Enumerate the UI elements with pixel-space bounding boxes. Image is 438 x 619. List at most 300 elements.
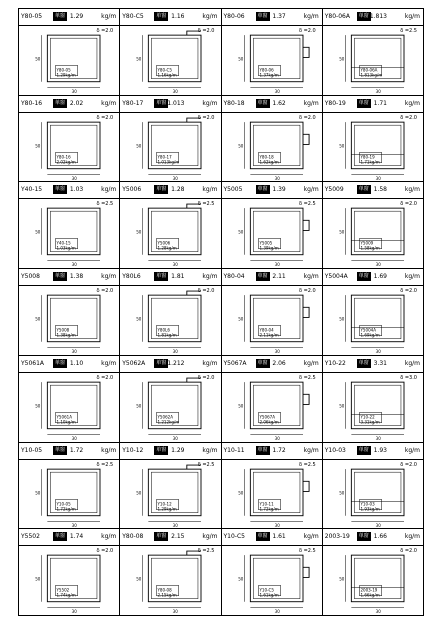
wall-thickness: δ =2.5: [96, 461, 114, 468]
profile-drawing: [143, 465, 202, 522]
profile-drawing: [345, 295, 404, 348]
profile-weight-unit: kg/m: [202, 359, 218, 367]
profile-weight-unit: kg/m: [202, 186, 218, 194]
profile-weight-unit: kg/m: [404, 13, 420, 20]
width-dimension: 30: [172, 609, 179, 615]
profile-header: [323, 443, 423, 460]
section-code-label: Y5004A: [360, 327, 376, 333]
profile-type-tag: 单窗: [358, 446, 369, 453]
profile-drawing: [41, 469, 100, 522]
profile-cross-section: [323, 459, 424, 530]
profile-weight: 1.013: [167, 99, 185, 107]
wall-thickness: δ =2.5: [197, 548, 215, 555]
profile-header: [323, 182, 423, 199]
height-dimension: 50: [35, 229, 41, 235]
profile-drawing: [41, 122, 100, 175]
width-dimension: 30: [274, 435, 280, 441]
profile-cross-section: [19, 285, 120, 356]
profile-header: [120, 9, 220, 26]
section-code-label: Y10-03: [360, 501, 375, 507]
profile-catalog-sheet: [18, 8, 423, 615]
profile-header: [120, 96, 220, 113]
profile-cross-section: [120, 459, 221, 530]
wall-thickness: δ =3.0: [400, 374, 417, 381]
profile-drawing: [345, 555, 404, 608]
section-weight-label: 1.16kg/m: [157, 72, 177, 78]
section-weight-label: 2.06kg/m: [258, 419, 279, 425]
profile-card: [119, 8, 221, 96]
profile-weight: 1.66: [373, 533, 387, 541]
profile-card: [119, 268, 221, 356]
width-dimension: 30: [375, 262, 381, 268]
profile-weight-unit: kg/m: [404, 99, 420, 107]
profile-type-tag: 单窗: [55, 13, 66, 19]
profile-weight: 1.38: [69, 273, 84, 281]
profile-card: [221, 268, 323, 356]
profile-drawing: [345, 469, 404, 522]
profile-cross-section: [222, 545, 323, 616]
profile-card: [18, 268, 120, 356]
profile-card: [221, 355, 323, 443]
width-dimension: 30: [71, 435, 77, 441]
wall-thickness: δ =2.0: [96, 28, 114, 34]
section-code-label: 2003-19: [360, 587, 378, 593]
profile-code: Y5005: [223, 186, 243, 194]
section-code-label: Y10-05: [56, 501, 71, 507]
profile-header: [19, 96, 119, 113]
profile-weight-unit: kg/m: [202, 533, 218, 541]
profile-drawing: [345, 209, 404, 262]
section-code-label: Y40-15: [56, 241, 71, 247]
profile-weight-unit: kg/m: [404, 533, 420, 541]
height-dimension: 50: [237, 490, 243, 496]
profile-type-tag: 单窗: [358, 186, 369, 193]
profile-drawing: [345, 382, 404, 435]
height-dimension: 50: [338, 403, 345, 409]
section-weight-label: 2.11kg/m: [258, 332, 279, 338]
profile-weight: 1.212: [167, 359, 185, 367]
profile-drawing: [345, 35, 404, 88]
profile-drawing: [143, 31, 202, 88]
profile-code: Y40-15: [21, 186, 43, 194]
width-dimension: 30: [172, 348, 179, 354]
wall-thickness: δ =2.5: [400, 28, 417, 34]
height-dimension: 50: [35, 56, 41, 62]
profile-header: [323, 96, 423, 113]
profile-drawing: [41, 209, 100, 262]
profile-type-tag: 单窗: [257, 13, 268, 19]
wall-thickness: δ =2.5: [197, 201, 215, 208]
height-dimension: 50: [35, 576, 41, 582]
profile-code: 2003-19: [324, 533, 350, 541]
profile-code: Y80-16: [21, 99, 43, 107]
profile-code: Y10-03: [324, 446, 346, 454]
profile-code: Y80L6: [122, 273, 141, 281]
profile-header: [323, 356, 423, 373]
section-code-label: Y5067A: [258, 414, 275, 420]
wall-thickness: δ =2.0: [298, 288, 316, 295]
profile-type-tag: 单窗: [257, 99, 268, 106]
height-dimension: 50: [237, 56, 243, 62]
section-code-label: Y80-08: [157, 587, 172, 593]
profile-weight: 1.29: [69, 13, 84, 20]
profile-weight-unit: kg/m: [404, 359, 420, 367]
profile-cross-section: [222, 459, 323, 530]
section-weight-label: 1.72kg/m: [56, 506, 76, 512]
profile-card: [18, 8, 120, 96]
profile-cross-section: [222, 198, 323, 269]
profile-code: Y80-C5: [122, 13, 144, 20]
section-weight-label: 1.29kg/m: [157, 506, 177, 512]
height-dimension: 50: [136, 490, 142, 496]
height-dimension: 50: [136, 143, 142, 149]
height-dimension: 50: [338, 229, 345, 235]
profile-weight-unit: kg/m: [404, 446, 420, 454]
profile-code: Y80-19: [324, 99, 346, 107]
profile-weight: 1.29: [171, 446, 185, 454]
width-dimension: 30: [274, 522, 280, 528]
profile-header: [323, 9, 423, 26]
profile-code: Y5067A: [223, 359, 247, 367]
profile-header: [222, 9, 322, 26]
profile-weight: 1.28: [171, 186, 185, 194]
profile-card: [221, 181, 323, 269]
profile-type-tag: 单窗: [55, 273, 66, 280]
profile-header: [323, 529, 423, 546]
height-dimension: 50: [237, 143, 243, 149]
profile-cross-section: [222, 25, 323, 96]
profile-drawing: [143, 118, 202, 175]
section-weight-label: 1.66kg/m: [360, 592, 380, 598]
width-dimension: 30: [375, 435, 381, 441]
section-weight-label: 3.31kg/m: [360, 419, 380, 425]
profile-weight: 2.15: [171, 533, 185, 541]
profile-cross-section: [120, 285, 221, 356]
profile-type-tag: 单窗: [156, 359, 167, 366]
wall-thickness: δ =2.0: [298, 28, 316, 34]
profile-card: [119, 528, 221, 616]
section-weight-label: 1.37kg/m: [258, 72, 279, 78]
section-code-label: Y5061A: [56, 414, 73, 420]
profile-code: Y80-06A: [324, 13, 350, 20]
profile-code: Y5008: [21, 273, 40, 281]
wall-thickness: δ =2.5: [298, 374, 316, 381]
profile-weight-unit: kg/m: [101, 99, 117, 107]
width-dimension: 30: [274, 262, 280, 268]
section-code-label: Y80-16: [56, 154, 71, 160]
profile-weight-unit: kg/m: [202, 13, 218, 20]
profile-weight: 2.11: [272, 273, 286, 281]
height-dimension: 50: [237, 316, 243, 322]
profile-header: [323, 269, 423, 286]
wall-thickness: δ =2.0: [298, 114, 316, 121]
profile-code: Y80-08: [122, 533, 144, 541]
profile-type-tag: 单窗: [55, 99, 66, 106]
wall-thickness: δ =2.0: [96, 114, 114, 121]
profile-cross-section: [222, 372, 323, 443]
profile-header: [222, 182, 322, 199]
profile-weight-unit: kg/m: [202, 99, 218, 107]
profile-type-tag: 单窗: [156, 13, 167, 19]
section-code-label: Y80-04: [258, 327, 274, 333]
profile-code: Y5502: [21, 533, 40, 541]
section-code-label: Y10-11: [258, 501, 274, 507]
profile-drawing: [143, 551, 202, 608]
section-weight-label: 1.813kg/m: [360, 72, 383, 78]
section-weight-label: 1.28kg/m: [157, 246, 177, 252]
profile-drawing: [41, 555, 100, 608]
section-weight-label: 1.62kg/m: [258, 159, 279, 165]
profile-header: [222, 96, 322, 113]
section-weight-label: 1.93kg/m: [360, 506, 380, 512]
profile-type-tag: 单窗: [156, 533, 167, 540]
profile-code: Y5062A: [122, 359, 146, 367]
profile-type-tag: 单窗: [358, 533, 369, 540]
profile-type-tag: 单窗: [358, 13, 369, 19]
height-dimension: 50: [136, 316, 142, 322]
profile-card: [322, 8, 424, 96]
profile-weight-unit: kg/m: [101, 186, 117, 194]
section-weight-label: 1.29kg/m: [56, 72, 76, 78]
profile-drawing: [345, 122, 404, 175]
height-dimension: 50: [35, 403, 41, 409]
profile-card: [18, 442, 120, 530]
profile-drawing: [143, 291, 202, 348]
wall-thickness: δ =2.0: [197, 374, 215, 381]
profile-card: [18, 95, 120, 183]
profile-type-tag: 单窗: [156, 99, 167, 106]
profile-type-tag: 单窗: [358, 359, 369, 366]
wall-thickness: δ =2.0: [400, 114, 417, 121]
profile-card: [119, 442, 221, 530]
wall-thickness: δ =2.5: [298, 201, 316, 208]
section-code-label: Y10-22: [360, 414, 375, 420]
section-weight-label: 1.10kg/m: [56, 419, 76, 425]
section-code-label: Y80L6: [157, 327, 171, 333]
profile-card: [221, 95, 323, 183]
profile-drawing: [244, 35, 309, 88]
profile-code: Y80-05: [21, 13, 43, 20]
profile-type-tag: 单窗: [358, 99, 369, 106]
profile-weight-unit: kg/m: [101, 359, 117, 367]
profile-header: [120, 269, 220, 286]
profile-cross-section: [120, 112, 221, 183]
profile-type-tag: 单窗: [55, 359, 66, 366]
height-dimension: 50: [338, 490, 345, 496]
profile-code: Y5006: [122, 186, 142, 194]
width-dimension: 30: [71, 348, 77, 354]
profile-weight-unit: kg/m: [202, 273, 218, 281]
section-code-label: Y80-17: [157, 154, 172, 160]
width-dimension: 30: [375, 609, 381, 615]
profile-cross-section: [323, 112, 424, 183]
width-dimension: 30: [172, 262, 179, 268]
profile-code: Y80-04: [223, 273, 245, 281]
profile-cross-section: [19, 198, 120, 269]
wall-thickness: δ =2.0: [197, 288, 215, 295]
profile-weight: 2.06: [272, 359, 286, 367]
height-dimension: 50: [237, 576, 243, 582]
height-dimension: 50: [338, 316, 345, 322]
profile-weight-unit: kg/m: [303, 99, 319, 107]
profile-type-tag: 单窗: [156, 273, 167, 280]
profile-card: [119, 95, 221, 183]
profile-code: Y5061A: [21, 359, 45, 367]
section-code-label: Y5006: [157, 241, 171, 247]
height-dimension: 50: [136, 229, 142, 235]
profile-type-tag: 单窗: [257, 273, 268, 280]
profile-card: [119, 355, 221, 443]
profile-drawing: [143, 378, 202, 435]
section-weight-label: 1.81kg/m: [157, 332, 177, 338]
section-code-label: Y5008: [56, 327, 70, 333]
profile-header: [222, 529, 322, 546]
profile-type-tag: 单窗: [156, 186, 167, 193]
profile-header: [19, 269, 119, 286]
profile-header: [19, 443, 119, 460]
profile-code: Y10-05: [21, 446, 43, 454]
profile-weight-unit: kg/m: [101, 13, 117, 20]
profile-type-tag: 单窗: [55, 186, 66, 193]
profile-weight-unit: kg/m: [404, 186, 420, 194]
profile-weight-unit: kg/m: [303, 13, 319, 20]
width-dimension: 30: [375, 175, 381, 181]
section-code-label: Y5502: [56, 587, 70, 593]
section-code-label: Y5062A: [157, 414, 174, 420]
profile-weight-unit: kg/m: [101, 533, 117, 541]
profile-cross-section: [19, 25, 120, 96]
width-dimension: 30: [71, 522, 77, 528]
section-weight-label: 1.69kg/m: [360, 332, 380, 338]
wall-thickness: δ =2.5: [96, 201, 114, 208]
profile-weight: 1.10: [69, 359, 84, 367]
profile-weight-unit: kg/m: [404, 273, 420, 281]
profile-weight: 1.62: [272, 99, 286, 107]
profile-type-tag: 单窗: [257, 359, 268, 366]
width-dimension: 30: [274, 175, 280, 181]
profile-card: [18, 181, 120, 269]
profile-type-tag: 单窗: [55, 533, 66, 540]
section-weight-label: 1.72kg/m: [258, 506, 279, 512]
profile-code: Y10-12: [122, 446, 144, 454]
wall-thickness: δ =2.0: [400, 461, 417, 468]
section-weight-label: 1.03kg/m: [56, 246, 76, 252]
profile-weight: 2.02: [69, 99, 84, 107]
profile-card: [221, 442, 323, 530]
width-dimension: 30: [375, 88, 381, 94]
profile-header: [120, 182, 220, 199]
profile-card: [18, 528, 120, 616]
profile-cross-section: [19, 372, 120, 443]
section-weight-label: 1.58kg/m: [360, 246, 380, 252]
profile-drawing: [244, 469, 309, 522]
profile-header: [222, 356, 322, 373]
width-dimension: 30: [172, 88, 179, 94]
section-weight-label: 2.02kg/m: [56, 159, 76, 165]
profile-weight: 1.93: [373, 446, 387, 454]
section-code-label: Y80-C5: [157, 67, 173, 73]
width-dimension: 30: [71, 609, 77, 615]
profile-cross-section: [120, 372, 221, 443]
wall-thickness: δ =2.0: [400, 201, 417, 208]
profile-weight-unit: kg/m: [303, 533, 319, 541]
profile-drawing: [244, 555, 309, 608]
width-dimension: 30: [375, 522, 381, 528]
wall-thickness: δ =2.5: [298, 548, 316, 555]
profile-code: Y10-22: [324, 359, 346, 367]
profile-header: [120, 356, 220, 373]
section-code-label: Y5005: [258, 241, 272, 247]
profile-header: [120, 443, 220, 460]
section-code-label: Y5009: [360, 241, 373, 247]
profile-cross-section: [120, 545, 221, 616]
section-code-label: Y80-19: [360, 154, 375, 160]
width-dimension: 30: [71, 88, 77, 94]
profile-code: Y5009: [324, 186, 344, 194]
profile-drawing: [143, 205, 202, 262]
section-weight-label: 1.212kg/m: [157, 419, 180, 425]
wall-thickness: δ =2.0: [197, 28, 215, 34]
profile-drawing: [41, 382, 100, 435]
profile-drawing: [41, 295, 100, 348]
profile-code: Y10-11: [223, 446, 245, 454]
profile-drawing: [244, 122, 309, 175]
width-dimension: 30: [172, 175, 179, 181]
profile-drawing: [41, 35, 100, 88]
wall-thickness: δ =2.0: [400, 548, 417, 555]
profile-drawing: [244, 295, 309, 348]
profile-type-tag: 单窗: [156, 446, 167, 453]
profile-cross-section: [19, 545, 120, 616]
width-dimension: 30: [274, 348, 280, 354]
section-weight-label: 1.74kg/m: [56, 592, 76, 598]
height-dimension: 50: [136, 403, 142, 409]
profile-cross-section: [323, 25, 424, 96]
profile-type-tag: 单窗: [257, 446, 268, 453]
profile-weight-unit: kg/m: [101, 273, 117, 281]
wall-thickness: δ =2.0: [96, 288, 114, 295]
profile-card: [119, 181, 221, 269]
profile-type-tag: 单窗: [358, 273, 369, 280]
section-weight-label: 1.39kg/m: [258, 246, 279, 252]
profile-header: [19, 182, 119, 199]
profile-code: Y80-17: [122, 99, 144, 107]
width-dimension: 30: [375, 348, 381, 354]
profile-weight-unit: kg/m: [303, 359, 319, 367]
width-dimension: 30: [274, 88, 280, 94]
profile-drawing: [244, 209, 309, 262]
section-weight-label: 1.013kg/m: [157, 159, 180, 165]
profile-card: [322, 181, 424, 269]
height-dimension: 50: [338, 56, 345, 62]
profile-header: [120, 529, 220, 546]
profile-type-tag: 单窗: [257, 186, 268, 193]
profile-header: [19, 9, 119, 26]
height-dimension: 50: [35, 316, 41, 322]
profile-weight: 1.813: [369, 13, 387, 20]
section-code-label: Y10-12: [157, 501, 172, 507]
section-weight-label: 1.38kg/m: [56, 332, 76, 338]
profile-weight: 1.37: [272, 13, 286, 20]
profile-card: [322, 528, 424, 616]
profile-code: Y80-06: [223, 13, 245, 20]
section-code-label: Y80-06A: [360, 67, 378, 73]
profile-card: [322, 442, 424, 530]
profile-type-tag: 单窗: [55, 446, 66, 453]
wall-thickness: δ =2.5: [197, 461, 215, 468]
profile-header: [19, 356, 119, 373]
section-weight-label: 1.71kg/m: [360, 159, 380, 165]
